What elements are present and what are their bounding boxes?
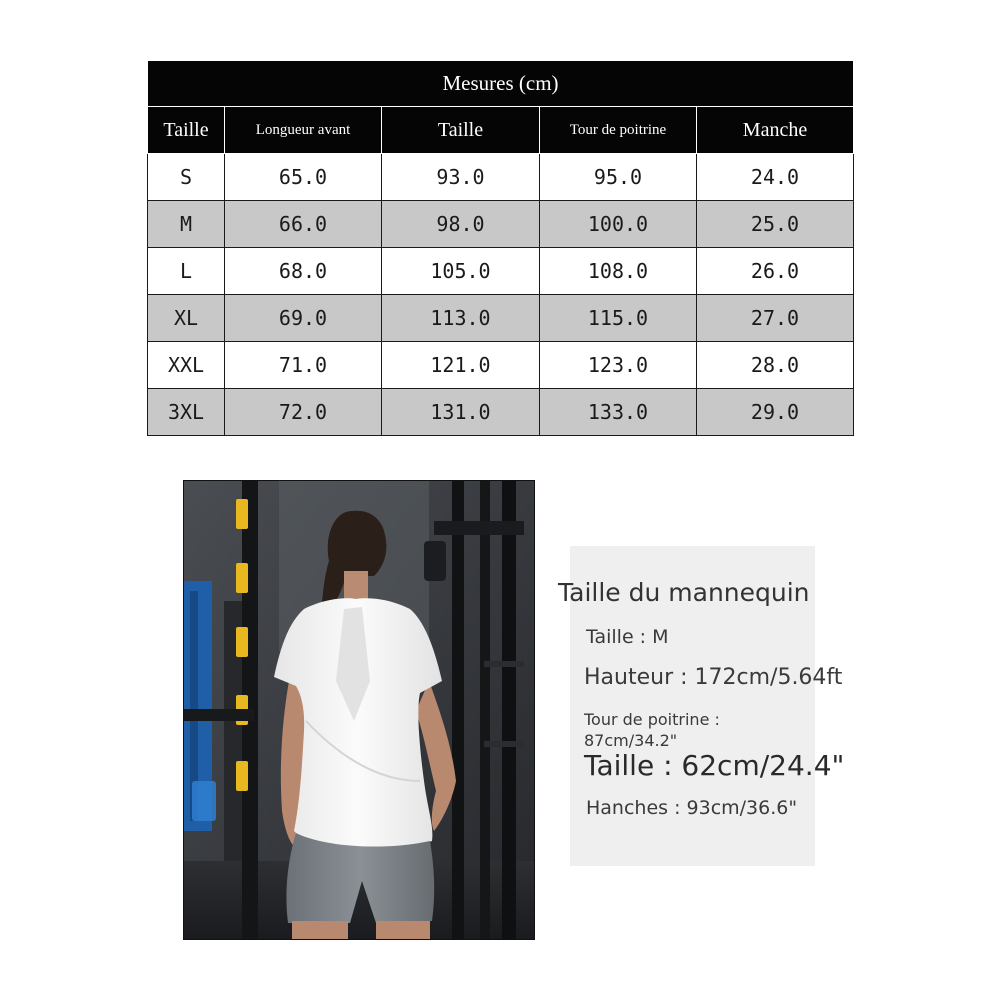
table-row — [148, 201, 854, 248]
table-title: Mesures (cm) — [148, 61, 854, 107]
table-cell: 95.0 — [540, 154, 697, 201]
model-info-title: Taille du mannequin — [558, 578, 810, 607]
table-row — [148, 342, 854, 389]
table-cell: L — [148, 248, 225, 295]
table-cell: 66.0 — [225, 201, 382, 248]
table-cell: 133.0 — [540, 389, 697, 436]
table-cell: 105.0 — [382, 248, 540, 295]
table-cell: 3XL — [148, 389, 225, 436]
table-cell: 26.0 — [697, 248, 854, 295]
table-cell: 93.0 — [382, 154, 540, 201]
model-waist: Taille : 62cm/24.4" — [584, 749, 845, 782]
table-row — [148, 248, 854, 295]
table-row — [148, 389, 854, 436]
model-bust-value: 87cm/34.2" — [584, 731, 678, 750]
table-cell: 28.0 — [697, 342, 854, 389]
model-height: Hauteur : 172cm/5.64ft — [584, 665, 843, 690]
table-cell: 98.0 — [382, 201, 540, 248]
table-cell: 71.0 — [225, 342, 382, 389]
table-cell: 131.0 — [382, 389, 540, 436]
table-cell: 115.0 — [540, 295, 697, 342]
model-hips: Hanches : 93cm/36.6" — [586, 797, 798, 819]
column-header-waist: Taille — [382, 107, 540, 154]
table-cell: XXL — [148, 342, 225, 389]
column-header-bust: Tour de poitrine — [540, 107, 697, 154]
table-cell: 108.0 — [540, 248, 697, 295]
size-chart-table — [147, 60, 854, 436]
table-cell: 123.0 — [540, 342, 697, 389]
table-row — [148, 295, 854, 342]
model-photo — [183, 480, 535, 940]
table-cell: 69.0 — [225, 295, 382, 342]
model-bust-label: Tour de poitrine : — [584, 710, 720, 729]
column-header-size: Taille — [148, 107, 225, 154]
table-header-row — [148, 107, 854, 154]
table-cell: 24.0 — [697, 154, 854, 201]
table-cell: S — [148, 154, 225, 201]
table-row — [148, 154, 854, 201]
table-cell: 29.0 — [697, 389, 854, 436]
model-size: Taille : M — [586, 626, 669, 648]
column-header-sleeve: Manche — [697, 107, 854, 154]
table-cell: 25.0 — [697, 201, 854, 248]
table-cell: 27.0 — [697, 295, 854, 342]
table-cell: 72.0 — [225, 389, 382, 436]
table-cell: 65.0 — [225, 154, 382, 201]
table-cell: M — [148, 201, 225, 248]
column-header-front-length: Longueur avant — [225, 107, 382, 154]
table-cell: 121.0 — [382, 342, 540, 389]
table-cell: 100.0 — [540, 201, 697, 248]
table-cell: XL — [148, 295, 225, 342]
table-cell: 113.0 — [382, 295, 540, 342]
table-cell: 68.0 — [225, 248, 382, 295]
